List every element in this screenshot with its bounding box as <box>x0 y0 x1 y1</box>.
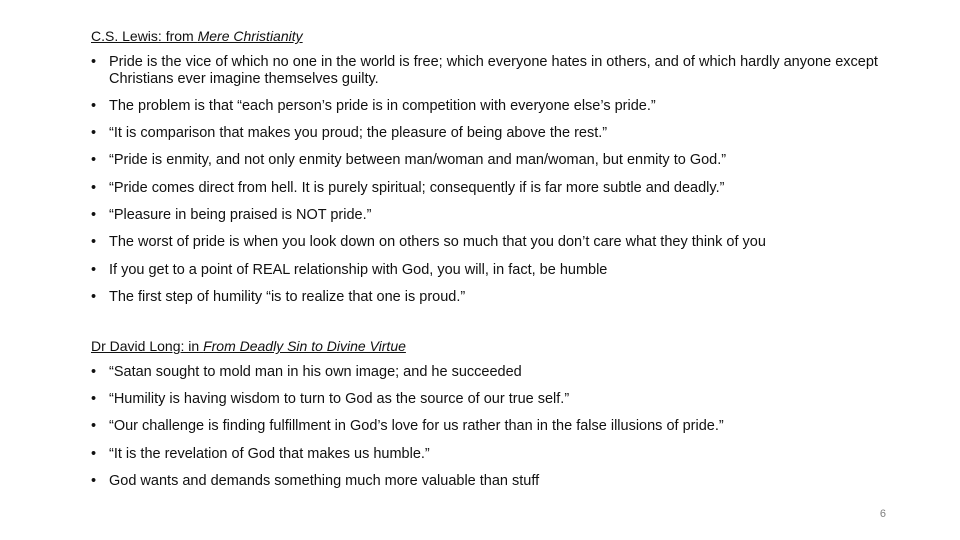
bullet-icon: • <box>91 418 97 434</box>
list-item-text: “Pleasure in being praised is NOT pride.” <box>109 207 372 223</box>
book-title: From Deadly Sin to Divine Virtue <box>203 338 406 354</box>
list-item-text: “Pride is enmity, and not only enmity between man/woman and man/woman, but enmity to God.” <box>109 152 727 168</box>
bullet-icon: • <box>91 234 97 250</box>
list-item-text: “Our challenge is finding fulfillment in God’s love for us rather than in the false illusions of pride.” <box>109 418 724 434</box>
list-item-text: “It is the revelation of God that makes us humble.” <box>109 446 430 462</box>
section-heading-lewis <box>91 28 303 44</box>
list-item <box>91 289 891 306</box>
list-item-text: “Humility is having wisdom to turn to God as the source of our true self.” <box>109 391 570 407</box>
list-item-text: Pride is the vice of which no one in the world is free; which everyone hates in others, and of which hardly anyone except Christians ever imagine themselves guilty. <box>109 54 878 87</box>
section-heading-long <box>91 338 406 354</box>
list-item-text: God wants and demands something much more valuable than stuff <box>109 473 540 489</box>
book-title: Mere Christianity <box>197 28 303 44</box>
list-item <box>91 418 891 435</box>
heading-prefix: C.S. Lewis: from <box>91 28 198 44</box>
list-item-text: The problem is that “each person’s pride is in competition with everyone else’s pride.” <box>109 98 656 114</box>
list-item <box>91 152 891 169</box>
bullet-icon: • <box>91 125 97 141</box>
list-item <box>91 54 891 88</box>
bullet-icon: • <box>91 473 97 489</box>
list-item-text: If you get to a point of REAL relationship with God, you will, in fact, be humble <box>109 262 608 278</box>
page-number: 6 <box>879 508 886 520</box>
list-item <box>91 262 891 279</box>
bullet-icon: • <box>91 98 97 114</box>
list-item <box>91 391 891 408</box>
list-item <box>91 234 891 251</box>
bullet-icon: • <box>91 391 97 407</box>
bullet-icon: • <box>91 364 97 380</box>
list-item-text: The first step of humility “is to realize that one is proud.” <box>109 289 466 305</box>
list-item <box>91 473 891 490</box>
bullet-icon: • <box>91 54 97 70</box>
bullet-icon: • <box>91 289 97 305</box>
bullet-icon: • <box>91 207 97 223</box>
bullet-icon: • <box>91 262 97 278</box>
list-item-text: “Pride comes direct from hell. It is purely spiritual; consequently if is far more subtle and deadly.” <box>109 180 725 196</box>
list-item-text: “Satan sought to mold man in his own image; and he succeeded <box>109 364 522 380</box>
bullet-icon: • <box>91 152 97 168</box>
bullet-icon: • <box>91 446 97 462</box>
list-item <box>91 446 891 463</box>
list-item-text: The worst of pride is when you look down on others so much that you don’t care what they think of you <box>109 234 766 250</box>
list-item-text: “It is comparison that makes you proud; the pleasure of being above the rest.” <box>109 125 608 141</box>
list-item <box>91 180 891 197</box>
list-item <box>91 364 891 381</box>
heading-prefix: Dr David Long: in <box>91 338 204 354</box>
list-item <box>91 207 891 224</box>
list-item <box>91 125 891 142</box>
bullet-icon: • <box>91 180 97 196</box>
list-item <box>91 98 891 115</box>
